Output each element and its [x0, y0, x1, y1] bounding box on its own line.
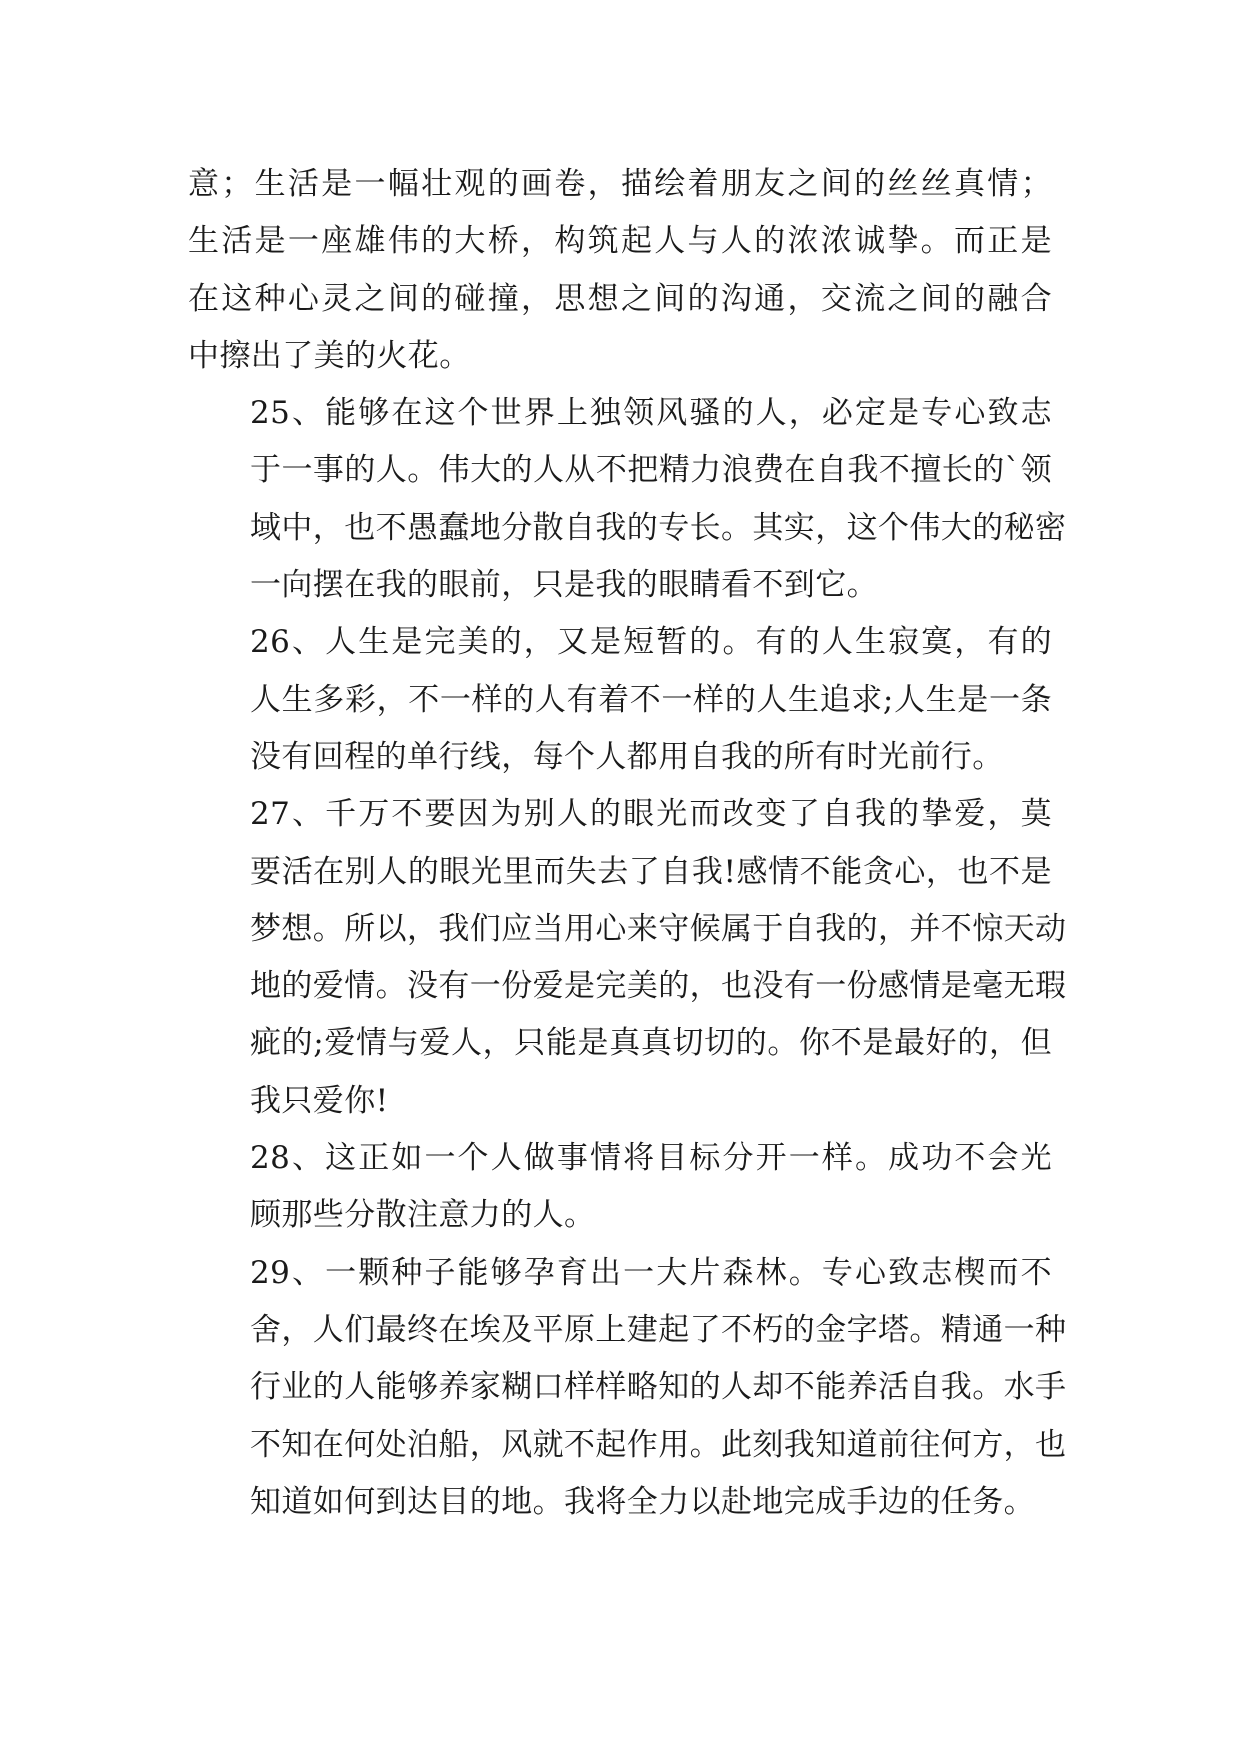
text-line: 26、人生是完美的，又是短暂的。有的人生寂寞，有的 [250, 624, 1052, 661]
text-line: 舍，人们最终在埃及平原上建起了不朽的金字塔。精通一种 [250, 1311, 1067, 1348]
text-line: 人生多彩，不一样的人有着不一样的人生追求;人生是一条 [250, 681, 1052, 718]
text-line: 知道如何到达目的地。我将全力以赴地完成手边的任务。 [250, 1483, 1035, 1520]
text-line: 意；生活是一幅壮观的画卷，描绘着朋友之间的丝丝真情； [188, 166, 1052, 202]
text-line: 域中，也不愚蠢地分散自我的专长。其实，这个伟大的秘密 [250, 509, 1067, 546]
text-line: 顾那些分散注意力的人。 [250, 1197, 596, 1234]
paragraph-25 [188, 385, 1067, 614]
text-line: 疵的;爱情与爱人，只能是真真切切的。你不是最好的，但 [250, 1025, 1052, 1062]
text-line: 一向摆在我的眼前，只是我的眼睛看不到它。 [250, 567, 878, 604]
text-line: 生活是一座雄伟的大桥，构筑起人与人的浓浓诚挚。而正是 [188, 223, 1052, 260]
paragraph-26 [188, 614, 1052, 786]
text-line: 25、能够在这个世界上独领风骚的人，必定是专心致志 [250, 395, 1052, 432]
text-line: 29、一颗种子能够孕育出一大片森林。专心致志楔而不 [250, 1254, 1052, 1291]
text-line: 没有回程的单行线，每个人都用自我的所有时光前行。 [250, 738, 1004, 775]
text-line: 地的爱情。没有一份爱是完美的，也没有一份感情是毫无瑕 [250, 968, 1067, 1005]
document-body [188, 156, 1067, 1531]
paragraph-continuation [188, 156, 1052, 385]
text-line: 中擦出了美的火花。 [188, 337, 471, 374]
text-line: 28、这正如一个人做事情将目标分开一样。成功不会光 [250, 1140, 1052, 1177]
text-line: 行业的人能够养家糊口样样略知的人却不能养活自我。水手 [250, 1369, 1067, 1406]
text-line: 我只爱你! [250, 1082, 389, 1119]
text-line: 要活在别人的眼光里而失去了自我!感情不能贪心，也不是 [250, 853, 1052, 890]
text-line: 在这种心灵之间的碰撞，思想之间的沟通，交流之间的融合 [188, 280, 1052, 317]
text-line: 梦想。所以，我们应当用心来守候属于自我的，并不惊天动 [250, 910, 1067, 947]
text-line: 27、千万不要因为别人的眼光而改变了自我的挚爱，莫 [250, 796, 1052, 833]
paragraph-28 [188, 1130, 1052, 1245]
text-line: 不知在何处泊船，风就不起作用。此刻我知道前往何方，也 [250, 1426, 1067, 1463]
paragraph-29 [188, 1245, 1067, 1531]
paragraph-27 [188, 786, 1067, 1130]
text-line: 于一事的人。伟大的人从不把精力浪费在自我不擅长的`领 [250, 452, 1052, 489]
